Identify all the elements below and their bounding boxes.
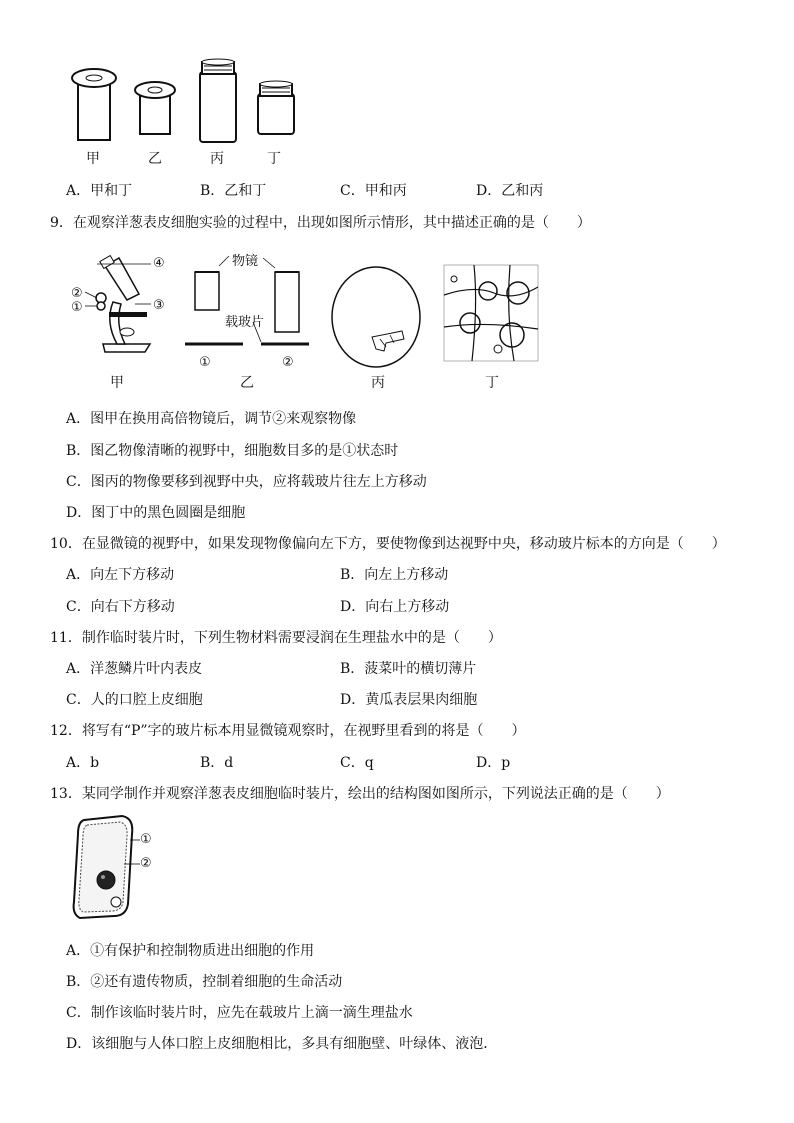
- microscope-mark-1: ①: [71, 300, 83, 315]
- q9-fig-label-yi: 乙: [240, 375, 254, 391]
- lens-bing: [200, 59, 236, 142]
- cell-mark-2: ②: [140, 856, 152, 871]
- q12-stem: 12．将写有“P”字的玻片标本用显微镜观察时，在视野里看到的将是（ ）: [50, 723, 526, 739]
- q13-option-d: D．该细胞与人体口腔上皮细胞相比，多具有细胞壁、叶绿体、液泡．: [66, 1036, 498, 1052]
- lens-ding: [258, 81, 294, 134]
- cell-mark-1: ①: [140, 832, 152, 847]
- q9-stem: 9．在观察洋葱表皮细胞实验的过程中，出现如图所示情形，其中描述正确的是（ ）: [50, 215, 591, 231]
- q11-option-d: D．黄瓜表层果肉细胞: [340, 692, 478, 708]
- q10-option-a: A．向左下方移动: [66, 567, 175, 583]
- q9-option-d: D．图丁中的黑色圆圈是细胞: [66, 505, 246, 521]
- slide-mark-2: ②: [282, 355, 294, 370]
- fig-label-ding: 丁: [267, 151, 281, 167]
- q12-option-d: D．p: [476, 755, 511, 771]
- q12-option-b: B．d: [200, 755, 234, 771]
- q9-option-a: A．图甲在换用高倍物镜后，调节②来观察物像: [66, 411, 357, 427]
- q10-stem: 10．在显微镜的视野中，如果发现物像偏向左下方，要使物像到达视野中央，移动玻片标本的方向是（ ）: [50, 536, 726, 552]
- q11-option-b: B．菠菜叶的横切薄片: [340, 661, 477, 677]
- q13-option-b: B．②还有遗传物质，控制着细胞的生命活动: [66, 974, 343, 990]
- field-of-view-diagram: [328, 265, 428, 369]
- lens-yi: [135, 82, 175, 134]
- q8-option-a: A．甲和丁: [66, 183, 133, 199]
- q9-option-b: B．图乙物像清晰的视野中，细胞数目多的是①状态时: [66, 443, 399, 459]
- q8-option-d: D．乙和丙: [476, 183, 544, 199]
- slide-mark-1: ①: [199, 355, 211, 370]
- fig-label-bing: 丙: [210, 151, 224, 167]
- q11-stem: 11．制作临时装片时，下列生物材料需要浸润在生理盐水中的是（ ）: [50, 630, 502, 646]
- q9-option-c: C．图丙的物像要移到视野中央，应将载玻片往左上方移动: [66, 474, 427, 490]
- microscope-mark-3: ③: [153, 298, 165, 313]
- onion-cells-bubbles-diagram: [444, 265, 540, 363]
- onion-cell-diagram: [70, 814, 140, 920]
- fig-label-jia: 甲: [86, 151, 100, 167]
- q13-stem: 13．某同学制作并观察洋葱表皮细胞临时装片，绘出的结构图如图所示，下列说法正确的是（ ）: [50, 786, 670, 802]
- q9-fig-label-ding: 丁: [485, 375, 499, 391]
- q9-fig-label-bing: 丙: [371, 375, 385, 391]
- q9-fig-label-jia: 甲: [110, 375, 124, 391]
- q10-option-c: C．向右下方移动: [66, 599, 175, 615]
- q8-option-b: B．乙和丁: [200, 183, 267, 199]
- q8-option-c: C．甲和丙: [340, 183, 407, 199]
- lens-figure: [60, 50, 320, 150]
- q13-option-a: A．①有保护和控制物质进出细胞的作用: [66, 943, 315, 959]
- q12-option-a: A．b: [66, 755, 100, 771]
- q10-option-d: D．向右上方移动: [340, 599, 450, 615]
- q11-option-c: C．人的口腔上皮细胞: [66, 692, 203, 708]
- slide-label: 载玻片: [225, 315, 265, 330]
- objective-label: 物镜: [232, 254, 259, 269]
- microscope-mark-2: ②: [71, 286, 83, 301]
- q10-option-b: B．向左上方移动: [340, 567, 449, 583]
- microscope-mark-4: ④: [153, 256, 165, 271]
- lens-jia: [72, 69, 116, 140]
- fig-label-yi: 乙: [148, 151, 162, 167]
- q12-option-c: C．q: [340, 755, 374, 771]
- q11-option-a: A．洋葱鳞片叶内表皮: [66, 661, 203, 677]
- q13-option-c: C．制作该临时装片时，应先在载玻片上滴一滴生理盐水: [66, 1005, 413, 1021]
